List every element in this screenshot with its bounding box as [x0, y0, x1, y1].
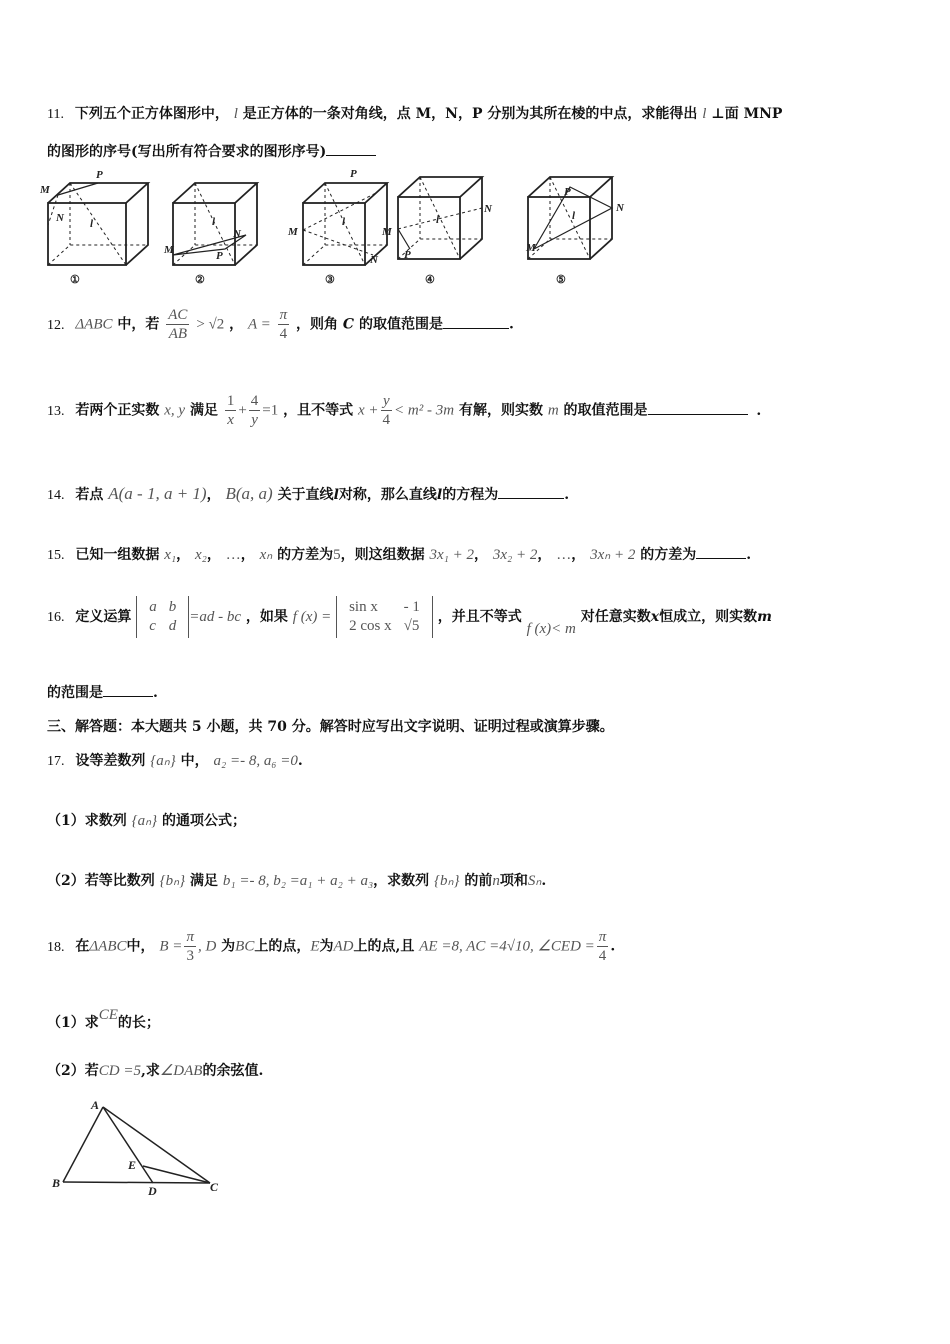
q16-line2: 的范围是 . — [47, 682, 158, 702]
q15-text-2: 的方差为 — [277, 547, 334, 563]
fdet-22: √5 — [403, 618, 420, 634]
q18-triangle-figure — [48, 1095, 238, 1205]
q15-y2: 3x₂ + 2 — [492, 547, 538, 563]
q15-sep-2: ， — [206, 547, 221, 563]
q17-p2c-text: ，求数列 — [373, 873, 430, 889]
q12-text-1: 中，若 — [117, 316, 160, 333]
q14: 14. 若点 A(a - 1, a + 1)， B(a, a) 关于直线l对称，那么直线l的方程为 . — [47, 484, 570, 503]
q18-p1-text: （1）求 — [47, 1015, 99, 1031]
q18-number: 18. — [47, 939, 65, 955]
q17-n: n — [492, 873, 500, 889]
q18: 18. 在ΔABC中， B = $\frac{\pi}{3}$ , D 为BC上的点，E为AD上的点,且 AE =8, AC =4√10, ∠CED = $\frac{\pi}{4}$ . — [47, 929, 616, 964]
q18-part1 — [47, 1007, 160, 1032]
q17-part1 — [47, 810, 246, 830]
q12-angle-c: C — [342, 316, 355, 333]
q13-frac-3 — [381, 392, 393, 429]
figure-label-2: ② — [195, 274, 205, 286]
q17-end: . — [297, 753, 303, 769]
q12-answer-blank[interactable] — [443, 314, 509, 329]
q12-frac-num: AC — [168, 307, 188, 323]
q17-cond: a₂ =- 8, a₆ =0 — [213, 753, 298, 769]
q15-five: 5 — [333, 547, 341, 563]
q15-yn: 3xₙ + 2 — [590, 547, 636, 563]
cube2-label-l: l — [212, 216, 216, 228]
q18-text-1: 在 — [75, 938, 90, 955]
q15-x2: x₂ — [195, 547, 207, 563]
q18-cond: AE =8, AC =4√10, ∠CED = — [419, 938, 595, 955]
cube-figure-4 — [398, 177, 482, 259]
q15-sep-3: ， — [240, 547, 255, 563]
q18-pi-2: π — [598, 929, 607, 945]
q17-text-2: 中， — [180, 753, 209, 769]
q13-f3-num: y — [381, 392, 393, 411]
cube5-label-N: N — [616, 202, 624, 214]
q17-p1-an: {aₙ} — [131, 813, 158, 829]
q13-frac-2 — [249, 392, 261, 429]
q14-l-2: l — [436, 487, 443, 503]
q16-ineq: f (x)< m — [526, 621, 576, 637]
cube3-label-P: P — [350, 168, 357, 180]
q18-d: , D — [197, 938, 217, 955]
q15-x1: x₁ — [164, 547, 177, 563]
q11-number: 11. — [47, 107, 64, 122]
figure-label-1: ① — [70, 274, 80, 286]
q12-fraction — [166, 306, 189, 343]
q16-text-4: 对任意实数 — [580, 609, 651, 625]
q18-text-2: 中， — [126, 938, 155, 955]
q18-angle: ∠DAB — [159, 1063, 203, 1079]
q18-three: 3 — [186, 948, 194, 964]
q17-p2b-text: 满足 — [189, 873, 218, 889]
q14-text-1: 若点 — [75, 487, 104, 503]
q12-triangle: ΔABC — [75, 316, 113, 333]
fdet-21: 2 cos x — [349, 618, 392, 634]
q15-text-4: 的方差为 — [640, 547, 697, 563]
q13-answer-blank[interactable] — [648, 400, 748, 415]
q18-p2c-text: 的余弦值. — [202, 1063, 264, 1079]
q13-f2-num: 4 — [250, 393, 259, 409]
q14-number: 14. — [47, 488, 65, 503]
q12-pi-over-4 — [278, 306, 290, 343]
q12-text-3: 的取值范围是 — [358, 316, 443, 333]
cube5-label-M: M — [526, 242, 536, 254]
q18-ce: CE — [98, 1007, 118, 1023]
q16-def: =ad - bc — [189, 609, 242, 625]
q13-text-2: 满足 — [189, 402, 218, 419]
q13 — [47, 392, 761, 429]
q12-frac-den: AB — [168, 326, 188, 342]
cube2-label-P: P — [216, 250, 223, 262]
q14-text-4: 的方程为 — [442, 487, 499, 503]
q15: 15. 已知一组数据 x₁， x₂， …， xₙ 的方差为5，则这组数据 3x₁ + 2， 3x₂ + 2， …， 3xₙ + 2 的方差为 . — [47, 544, 751, 564]
q12: 12. ΔABC 中，若 $\frac{AC}{AB}$ > √2 ， A = $\frac{\pi}{4}$ ，则角 C 的取值范围是 . — [47, 307, 514, 342]
tri-label-B: B — [52, 1176, 61, 1190]
q18-part2 — [47, 1060, 263, 1080]
q17-p1-text: （1）求数列 — [47, 813, 127, 829]
cube3-label-N: N — [370, 254, 378, 266]
q18-tri: ΔABC — [89, 938, 127, 955]
cube4-label-P: P — [404, 249, 411, 261]
det-d: d — [168, 618, 177, 634]
q13-f1-num: 1 — [226, 393, 235, 409]
q17-p2-bn: {bₙ} — [159, 873, 186, 889]
section-3-heading: 三、解答题：本大题共 5 小题，共 70 分。解答时应写出文字说明、证明过程或演算步骤。 — [47, 719, 614, 735]
q18-ad: AD — [333, 938, 354, 955]
det-b: b — [168, 599, 177, 615]
q13-xy: x, y — [164, 402, 186, 419]
q16-answer-blank[interactable] — [103, 682, 153, 697]
q17-p2-bn-2: {bₙ} — [434, 873, 460, 889]
cube2-label-N: N — [233, 228, 241, 240]
det-a: a — [149, 599, 157, 615]
q13-ineq: < m² - 3m — [394, 402, 455, 419]
q15-sep-1: ， — [176, 547, 191, 563]
q15-dots-2: … — [556, 547, 572, 563]
q14-point-b: B(a, a) — [225, 484, 273, 503]
q13-text-4: 有解，则实数 — [458, 402, 543, 419]
q14-point-a: A(a - 1, a + 1) — [108, 484, 207, 503]
q16-x: x — [650, 609, 660, 625]
q12-a-eq: A = — [248, 316, 271, 333]
q16-f-determinant — [336, 596, 433, 638]
cube2-label-M: M — [164, 244, 174, 256]
q15-dots: … — [225, 547, 241, 563]
q17-cond2: b₁ =- 8, b₂ =a₁ + a₂ + a₃ — [222, 873, 374, 889]
q13-frac-1 — [225, 392, 237, 429]
q12-text-2: ，则角 — [296, 316, 339, 333]
q18-text-6: 上的点,且 — [353, 938, 415, 955]
cube1-label-N: N — [56, 212, 64, 224]
q17-p2e-text: 项和 — [499, 873, 528, 889]
q14-text-3: 对称，那么直线 — [338, 487, 437, 503]
figure-label-5: ⑤ — [556, 274, 566, 286]
q18-text-5: 为 — [319, 938, 334, 955]
q11-l: l — [233, 106, 238, 122]
q17-p1b-text: 的通项公式； — [161, 813, 246, 829]
q18-text-4: 上的点， — [254, 938, 311, 955]
q15-sep-6: ， — [571, 547, 586, 563]
q13-eq1: =1 — [262, 402, 279, 419]
q13-f2-den: y — [251, 412, 258, 428]
q18-four: 4 — [598, 948, 607, 964]
q14-l: l — [333, 487, 339, 503]
cube1-label-M: M — [40, 184, 50, 196]
q12-number: 12. — [47, 317, 65, 333]
q14-answer-blank[interactable] — [498, 484, 564, 499]
tri-label-D: D — [148, 1184, 157, 1198]
q17-number: 17. — [47, 754, 65, 769]
q11-cube-figures — [40, 165, 640, 290]
q18-text-3: 为 — [221, 938, 236, 955]
cube5-label-l: l — [572, 210, 576, 222]
q15-y1: 3x₁ + 2 — [429, 547, 475, 563]
q16-line2-text: 的范围是 — [47, 685, 103, 701]
q15-sep-5: ， — [537, 547, 552, 563]
q15-xn: xₙ — [259, 547, 273, 563]
q18-cd: CD =5 — [98, 1063, 141, 1079]
q16-m: m — [757, 609, 772, 625]
q18-b-eq: B = — [159, 938, 183, 955]
cube5-label-P: P — [564, 186, 571, 198]
q12-four: 4 — [279, 326, 288, 342]
q15-answer-blank[interactable] — [696, 544, 746, 559]
q11-line2 — [47, 141, 376, 161]
cube3-label-M: M — [288, 226, 298, 238]
q17-text-1: 设等差数列 — [75, 753, 146, 769]
q18-bc: BC — [235, 938, 255, 955]
q13-f1-den: x — [227, 412, 234, 428]
q16-text-5: 恒成立，则实数 — [659, 609, 758, 625]
q15-number: 15. — [47, 548, 65, 563]
q14-comma: ， — [206, 487, 221, 503]
q18-p2b-text: ,求 — [140, 1063, 160, 1079]
q13-f3-den: 4 — [382, 412, 391, 428]
q11-line2-text: 的图形的序号(写出所有符合要求的图形序号) — [47, 144, 327, 160]
det-c: c — [149, 618, 156, 634]
q16-fx: f (x) = — [292, 609, 332, 625]
tri-label-A: A — [91, 1098, 100, 1112]
q17-part2: （2）若等比数列 {bₙ} 满足 b₁ =- 8, b₂ =a₁ + a₂ + a₃，求数列 {bₙ} 的前n项和Sₙ. — [47, 873, 547, 889]
q18-pi-over-3 — [184, 928, 196, 965]
q13-text-1: 若两个正实数 — [75, 402, 160, 419]
q18-p1b-text: 的长； — [117, 1015, 160, 1031]
q12-comma: ， — [229, 316, 244, 333]
cube1-label-l: l — [90, 218, 94, 230]
fdet-12: - 1 — [403, 599, 420, 615]
q17-p2-text: （2）若等比数列 — [47, 873, 155, 889]
q14-text-2: 关于直线 — [277, 487, 334, 503]
cube4-label-M: M — [382, 226, 392, 238]
figure-label-4: ④ — [425, 274, 435, 286]
q16-text-1: 定义运算 — [75, 609, 132, 625]
q13-number: 13. — [47, 403, 65, 419]
q17 — [47, 750, 303, 770]
q15-text-3: ，则这组数据 — [340, 547, 425, 563]
q17-p2d-text: 的前 — [464, 873, 493, 889]
cube4-label-N: N — [484, 203, 492, 215]
q13-text-5: 的取值范围是 — [563, 402, 648, 419]
fdet-11: sin x — [349, 599, 378, 615]
q18-pi-over-4 — [597, 928, 609, 965]
tri-label-E: E — [128, 1158, 137, 1172]
q12-pi: π — [279, 307, 288, 323]
cube3-label-l: l — [342, 216, 346, 228]
q13-plus: + — [238, 402, 247, 419]
q17-sn: Sₙ — [527, 873, 542, 889]
q16 — [47, 596, 772, 638]
q11-answer-blank[interactable] — [326, 141, 376, 156]
q16-number: 16. — [47, 610, 65, 625]
tri-label-C: C — [210, 1180, 219, 1194]
q12-gt-sqrt2: > √2 — [196, 316, 225, 333]
figure-label-3: ③ — [325, 274, 335, 286]
q13-text-3: ，且不等式 — [283, 402, 354, 419]
q16-determinant — [136, 596, 189, 638]
q11-line1 — [47, 103, 782, 123]
q13-end: . — [756, 402, 762, 419]
cube1-label-P: P — [96, 169, 103, 181]
q17-an: {aₙ} — [150, 753, 176, 769]
q11-text-1: 下列五个正方体图形中， — [74, 106, 229, 122]
q11-l-2: l — [702, 106, 707, 122]
q18-e: E — [310, 938, 320, 955]
cube-figure-1 — [48, 183, 148, 265]
q15-sep-4: ， — [474, 547, 489, 563]
q18-pi: π — [186, 929, 194, 945]
q11-text-3: ⊥面 MNP — [711, 106, 783, 122]
q11-text-2: 是正方体的一条对角线，点 M，N，P 分别为其所在棱的中点，求能得出 — [242, 106, 698, 122]
q16-text-2: ，如果 — [245, 609, 288, 625]
q16-text-3: ，并且不等式 — [437, 609, 522, 625]
q15-text-1: 已知一组数据 — [75, 547, 160, 563]
q18-p2-text: （2）若 — [47, 1063, 99, 1079]
q13-m: m — [547, 402, 559, 419]
cube4-label-l: l — [436, 214, 440, 226]
q13-x: x + — [358, 402, 379, 419]
